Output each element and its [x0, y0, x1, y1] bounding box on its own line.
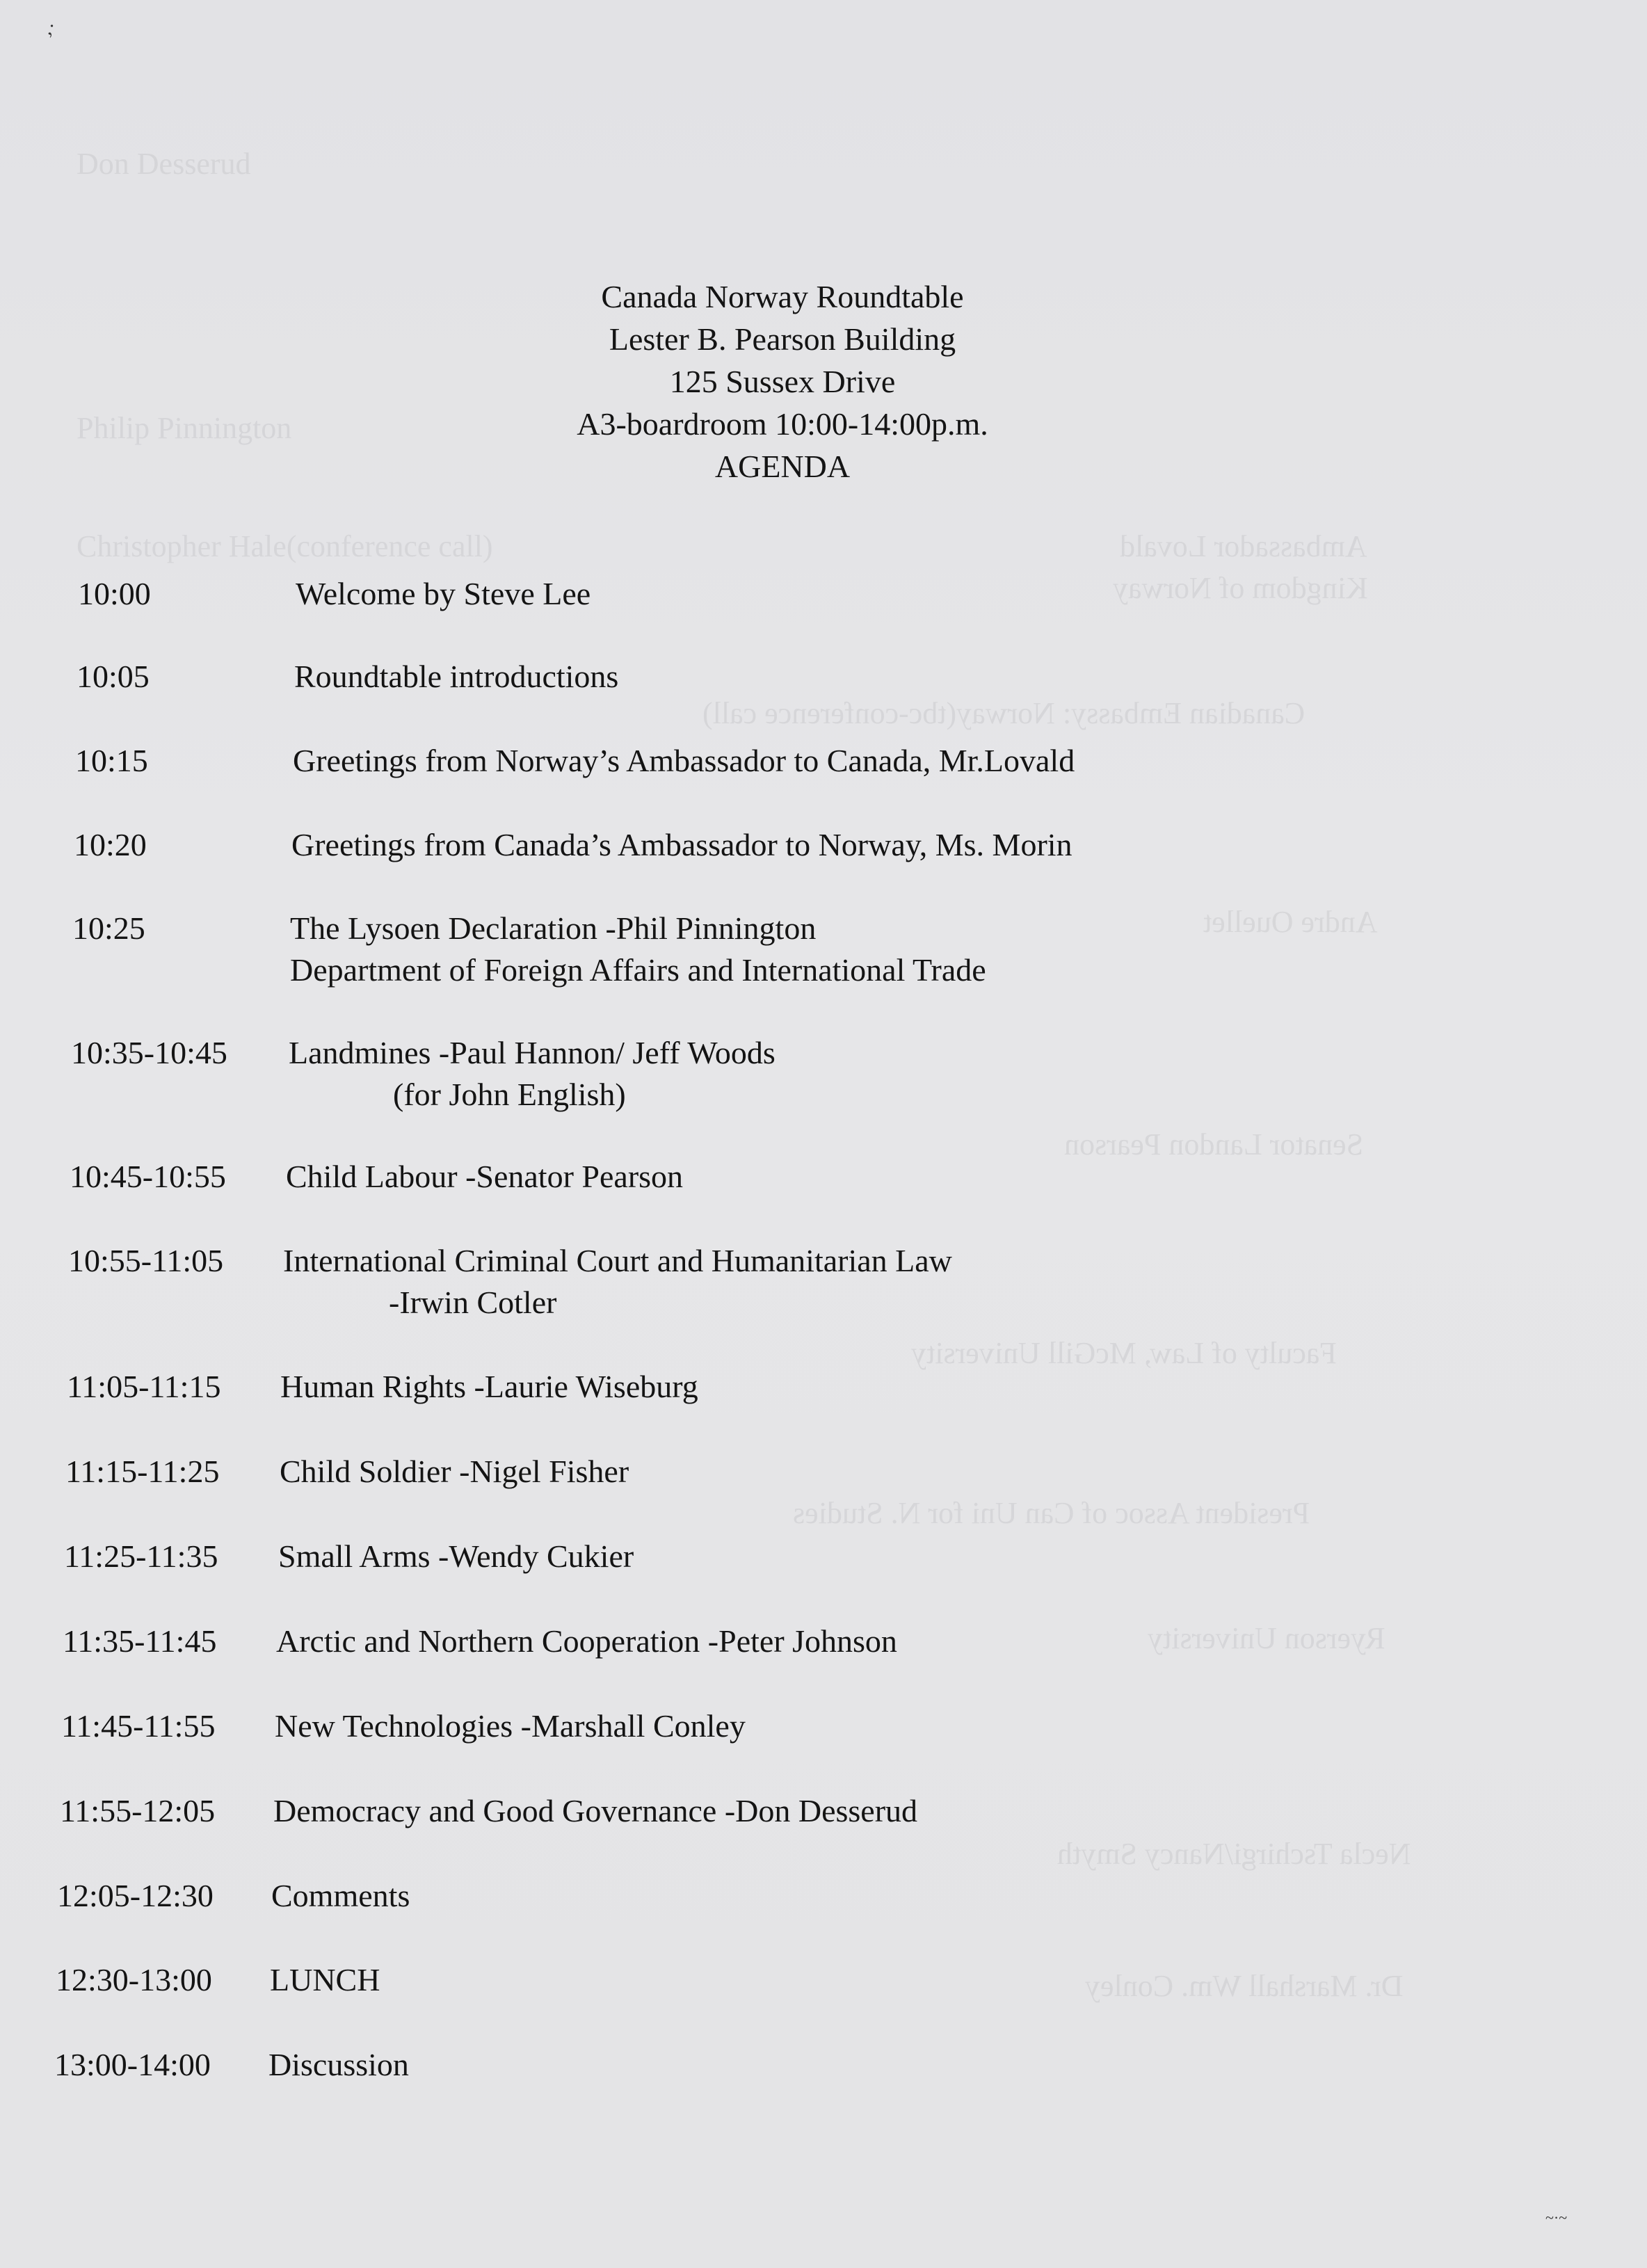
agenda-topic-detail: (for John English)	[393, 1077, 626, 1112]
agenda-topic-detail: -Irwin Cotler	[389, 1285, 557, 1320]
agenda-topic: Roundtable introductions	[294, 659, 619, 694]
agenda-topic: Greetings from Norway’s Ambassador to Canada, Mr.Lovald	[293, 743, 1075, 778]
agenda-topic: Landmines -Paul Hannon/ Jeff Woods	[289, 1035, 776, 1070]
show-through-text: President Assoc of Can Uni for N. Studies	[793, 1496, 1310, 1530]
agenda-topic: Child Labour -Senator Pearson	[286, 1159, 684, 1194]
agenda-topic: Child Soldier -Nigel Fisher	[280, 1454, 629, 1489]
scribble-mark: ~·~	[1545, 2209, 1568, 2226]
agenda-time: 10:05	[77, 659, 150, 694]
show-through-text: Philip Pinnington	[77, 411, 292, 445]
header-title: Canada Norway Roundtable	[601, 279, 964, 314]
show-through-text: Ryerson University	[1148, 1621, 1385, 1655]
agenda-time: 10:20	[74, 827, 147, 862]
agenda-time: 10:00	[78, 576, 151, 611]
agenda-topic: Arctic and Northern Cooperation -Peter Johnson	[276, 1623, 897, 1659]
agenda-topic: Discussion	[268, 2047, 409, 2082]
agenda-time: 13:00-14:00	[54, 2047, 211, 2082]
show-through-text: Dr. Marshall Wm. Conley	[1085, 1969, 1404, 2003]
agenda-time: 10:35-10:45	[71, 1035, 227, 1070]
show-through-text: Faculty of Law, McGill University	[911, 1336, 1337, 1370]
show-through-text: Senator Landon Pearson	[1064, 1127, 1364, 1161]
agenda-topic: Comments	[271, 1878, 410, 1913]
agenda-time: 11:35-11:45	[63, 1623, 217, 1659]
show-through-text: Don Desserud	[77, 147, 251, 181]
agenda-topic: International Criminal Court and Humanitarian Law	[283, 1243, 952, 1278]
agenda-topic: Greetings from Canada’s Ambassador to Norway, Ms. Morin	[291, 827, 1072, 862]
agenda-time: 11:15-11:25	[65, 1454, 220, 1489]
agenda-time: 12:05-12:30	[57, 1878, 214, 1913]
agenda-time: 11:45-11:55	[61, 1708, 216, 1744]
agenda-time: 12:30-13:00	[56, 1962, 212, 1997]
show-through-text: Canadian Embassy: Norway(tbc-conference call)	[702, 696, 1305, 730]
header-address: 125 Sussex Drive	[669, 364, 896, 399]
agenda-time: 11:05-11:15	[67, 1369, 221, 1404]
header-room-time: A3-boardroom 10:00-14:00p.m.	[577, 406, 988, 442]
corner-mark: ,·	[40, 15, 61, 40]
agenda-topic-detail: Department of Foreign Affairs and International Trade	[290, 952, 986, 988]
agenda-time: 10:25	[72, 910, 145, 946]
show-through-text: Necla Tschirgi/Nancy Smyth	[1057, 1837, 1411, 1871]
agenda-topic: Democracy and Good Governance -Don Desserud	[273, 1793, 918, 1828]
show-through-text: Andre Ouellet	[1203, 905, 1378, 939]
agenda-topic: LUNCH	[270, 1962, 380, 1997]
header-building: Lester B. Pearson Building	[609, 321, 956, 357]
agenda-topic: New Technologies -Marshall Conley	[275, 1708, 746, 1744]
document-header	[431, 275, 1134, 488]
agenda-topic: The Lysoen Declaration -Phil Pinnington	[290, 910, 817, 946]
agenda-topic: Small Arms -Wendy Cukier	[278, 1538, 634, 1574]
show-through-text: Christopher Hale(conference call)	[77, 529, 493, 563]
agenda-time: 10:15	[75, 743, 148, 778]
agenda-time: 10:55-11:05	[68, 1243, 224, 1278]
header-agenda-label: AGENDA	[714, 449, 851, 484]
agenda-time: 10:45-10:55	[70, 1159, 226, 1194]
agenda-topic: Welcome by Steve Lee	[296, 576, 591, 611]
show-through-text: Kingdom of Norway	[1113, 571, 1368, 605]
show-through-text: Ambassador Lovald	[1120, 529, 1367, 563]
agenda-time: 11:25-11:35	[64, 1538, 218, 1574]
agenda-topic: Human Rights -Laurie Wiseburg	[280, 1369, 698, 1404]
agenda-time: 11:55-12:05	[60, 1793, 216, 1828]
